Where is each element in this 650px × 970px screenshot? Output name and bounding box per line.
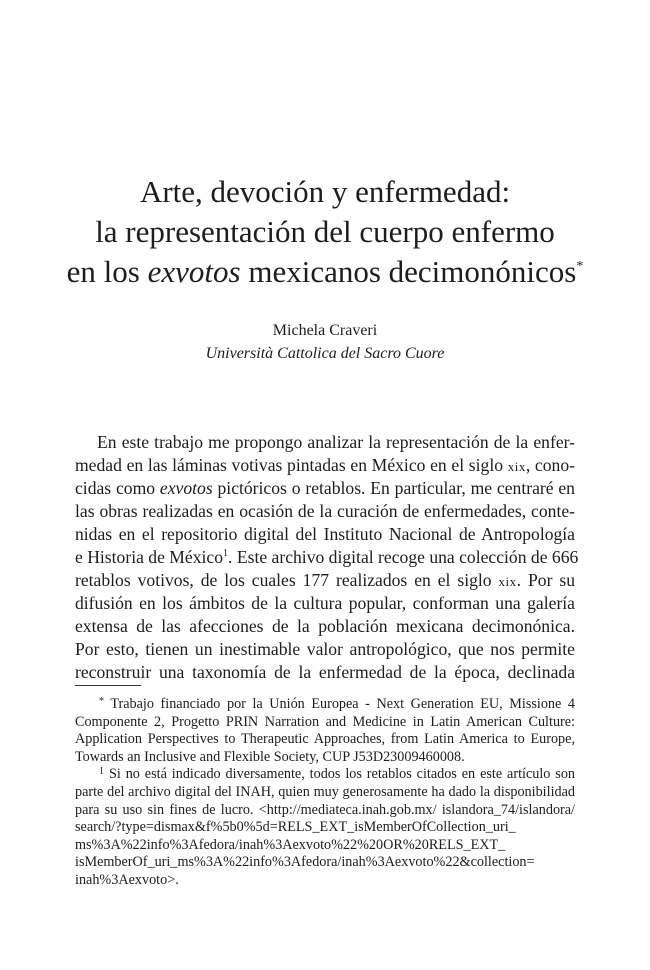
body-text: . Por su: [516, 570, 575, 590]
body-paragraph: [75, 431, 579, 684]
body-line: extensa de las afecciones de la población mexicana decimonónica.: [75, 616, 575, 636]
footnote-url-line: isMemberOf_uri_ms%3A%22info%3Afedora/inah%3Aexvoto%22&collection=: [75, 854, 535, 871]
body-text: . Este archivo digital recoge una colección de 666: [228, 547, 579, 567]
footnote-line: Componente 2, Progetto PRIN Narration and Medicine in Latin American Culture:: [75, 713, 575, 730]
title-line-3-start: en los: [66, 254, 148, 289]
title-line-3: [60, 252, 590, 292]
footnote-url-line: inah%3Aexvoto>.: [75, 871, 179, 888]
title-line-1: Arte, devoción y enfermedad:: [139, 174, 511, 209]
body-line: [75, 454, 575, 477]
footnote-line: parte del archivo digital del INAH, quien muy generosamente ha dado la disponibilidad: [75, 783, 575, 800]
body-line: Por esto, tienen un inestimable valor antropológico, que nos permite: [75, 639, 575, 659]
body-text: medad en las láminas votivas pintadas en México en el siglo: [75, 455, 508, 475]
article-title: [60, 172, 590, 292]
footnote-line: Towards an Inclusive and Flexible Society, CUP J53D23009460008.: [75, 748, 465, 765]
body-text: cidas como: [75, 478, 160, 498]
body-line: [75, 546, 579, 569]
author-name: Michela Craveri: [272, 322, 378, 339]
body-line: [75, 569, 575, 592]
body-line: En este trabajo me propongo analizar la representación de la enfer-: [97, 432, 575, 452]
footnote-line: para su uso sin fines de lucro. <http://mediateca.inah.gob.mx/ islandora_74/islandora/: [75, 801, 575, 818]
footnote-line: [75, 696, 575, 714]
footnote-number-mark: 1: [99, 766, 104, 778]
footnote-url-line: search/?type=dismax&f%5b0%5d=RELS_EXT_isMemberOfCollection_uri_: [75, 819, 516, 836]
body-line: nidas en el repositorio digital del Instituto Nacional de Antropología: [75, 524, 575, 544]
footnote-line: Application Perspectives to Therapeutic Approaches, from Latin America to Europe,: [75, 731, 575, 748]
body-italic-word: exvotos: [159, 478, 213, 498]
footnote-star-mark: *: [99, 696, 104, 707]
body-text: e Historia de México: [75, 547, 224, 567]
body-text: retablos votivos, de los cuales 177 realizados en el siglo: [75, 570, 499, 590]
body-line: reconstruir una taxonomía de la enfermedad de la época, declinada: [75, 662, 575, 682]
body-text: pictóricos o retablos. En particular, me centraré en: [212, 478, 575, 498]
body-line: las obras realizadas en ocasión de la curación de enfermedades, conte-: [75, 501, 575, 521]
body-text: , cono-: [525, 455, 575, 475]
footnotes: [75, 696, 575, 890]
footnote-text: Si no está indicado diversamente, todos los retablos citados en este artículo son: [108, 766, 576, 783]
footnote-line: [75, 766, 575, 784]
body-line: difusión en los ámbitos de la cultura popular, conforman una galería: [75, 593, 575, 613]
title-italic-word: exvotos: [147, 254, 241, 289]
title-line-2: la representación del cuerpo enfermo: [95, 214, 555, 249]
author-affiliation: Università Cattolica del Sacro Cuore: [205, 345, 445, 362]
footnote-ref: 1: [223, 548, 229, 559]
footnote-text: Trabajo financiado por la Unión Europea - Next Generation EU, Missione 4: [110, 696, 575, 712]
footnote-separator: [75, 685, 141, 686]
title-line-3-end: mexicanos decimonónicos: [240, 254, 577, 289]
century-numeral: xix: [507, 459, 526, 474]
body-line: [75, 477, 575, 500]
title-footnote-mark: *: [576, 259, 584, 274]
footnote-url-line: ms%3A%22info%3Afedora/inah%3Aexvoto%22%20OR%20RELS_EXT_: [75, 836, 506, 853]
century-numeral: xix: [498, 574, 517, 589]
